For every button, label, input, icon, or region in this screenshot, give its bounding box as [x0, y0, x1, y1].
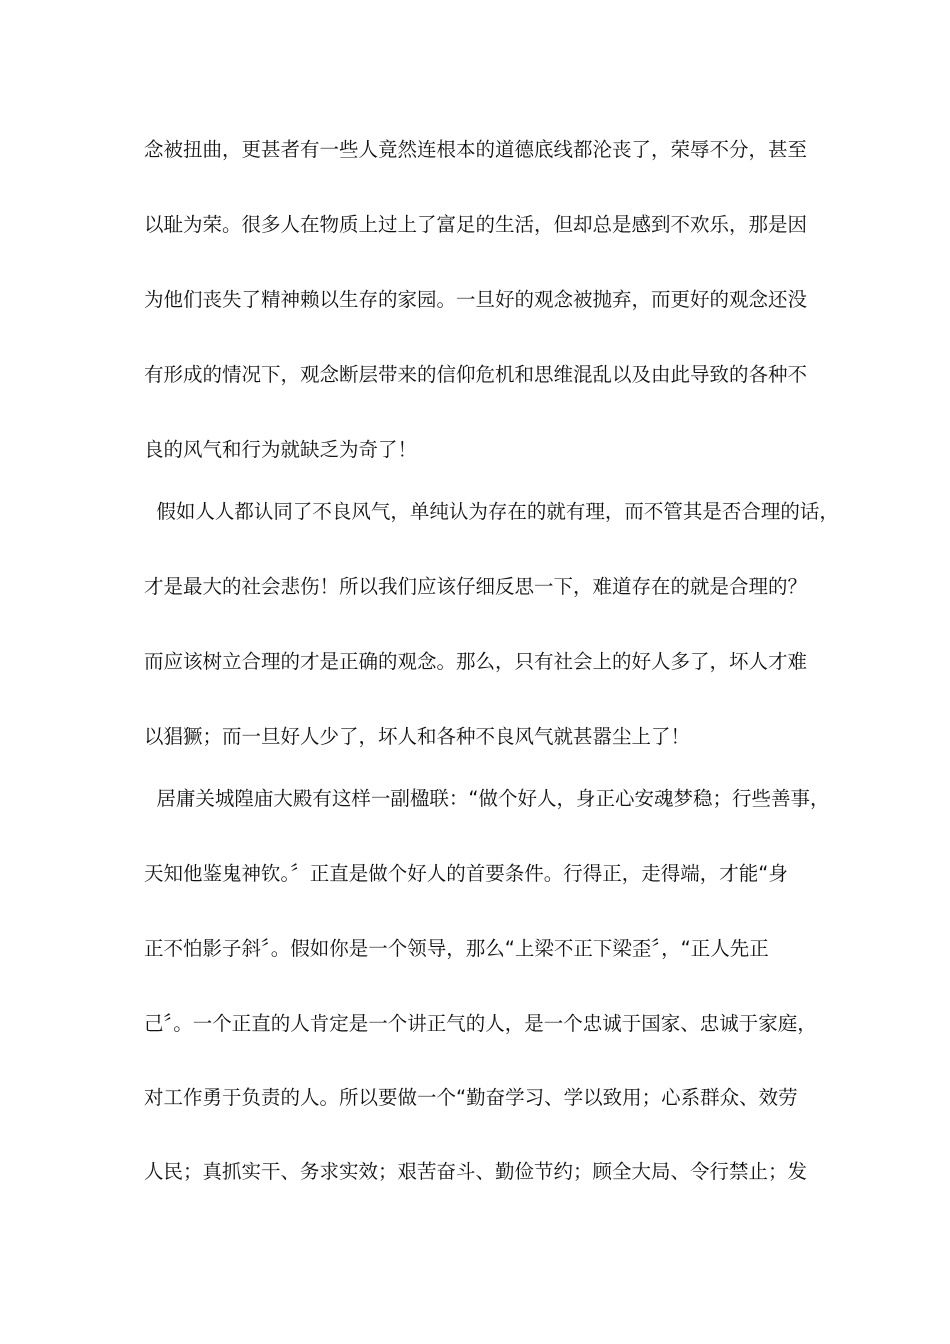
text-line: 以猖獗；而一旦好人少了，坏人和各种不良风气就甚嚣尘上了！ [144, 725, 691, 748]
text-line: 人民；真抓实干、务求实效；艰苦奋斗、勤俭节约；顾全大局、令行禁止；发 [144, 1160, 808, 1183]
text-line: 对工作勇于负责的人。所以要做一个“勤奋学习、学以致用；心系群众、效劳 [144, 1086, 798, 1109]
text-line: 以耻为荣。很多人在物质上过上了富足的生活，但却总是感到不欢乐，那是因 [144, 213, 808, 236]
text-line: 才是最大的社会悲伤！所以我们应该仔细反思一下，难道存在的就是合理的？ [144, 575, 808, 598]
text-line: 天知他鉴鬼神钦。〞正直是做个好人的首要条件。行得正，走得端，才能“身 [144, 862, 788, 885]
text-line: 良的风气和行为就缺乏为奇了！ [144, 438, 418, 461]
text-line: 为他们丧失了精神赖以生存的家园。一旦好的观念被抛弃，而更好的观念还没 [144, 288, 808, 311]
text-line: 己〞。一个正直的人肯定是一个讲正气的人，是一个忠诚于国家、忠诚于家庭， [144, 1012, 817, 1035]
text-line: 正不怕影子斜〞。假如你是一个领导，那么“上梁不正下梁歪〞，“正人先正 [144, 937, 769, 960]
paragraph-start-line: 居庸关城隍庙大殿有这样一副楹联：“做个好人，身正心安魂梦稳；行些善事， [144, 787, 830, 810]
text-line: 有形成的情况下，观念断层带来的信仰危机和思维混乱以及由此导致的各种不 [144, 363, 808, 386]
paragraph-start-line: 假如人人都认同了不良风气，单纯认为存在的就有理，而不管其是否合理的话， [144, 500, 839, 523]
text-line: 而应该树立合理的才是正确的观念。那么，只有社会上的好人多了，坏人才难 [144, 650, 808, 673]
text-line: 念被扭曲，更甚者有一些人竟然连根本的道德底线都沦丧了，荣辱不分，甚至 [144, 138, 808, 161]
